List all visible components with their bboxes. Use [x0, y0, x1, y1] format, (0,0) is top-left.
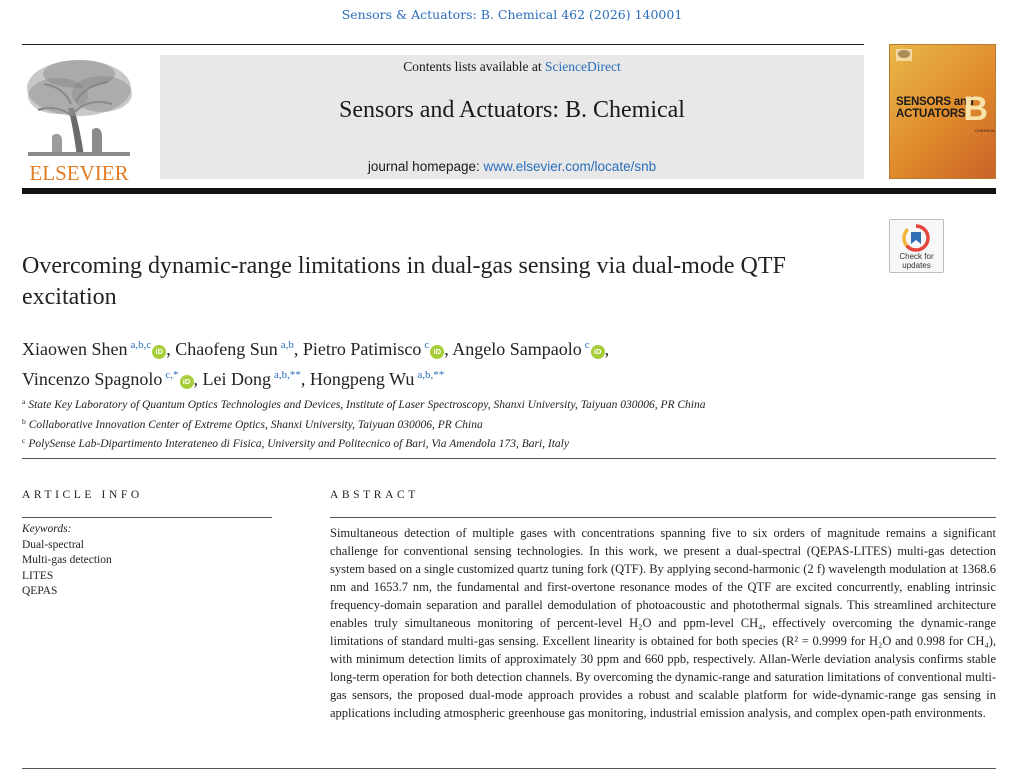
orcid-icon[interactable]: iD — [430, 345, 444, 359]
author-name[interactable]: Xiaowen Shen — [22, 339, 128, 359]
affiliation-item — [22, 394, 922, 414]
article-info-rule — [22, 517, 272, 518]
journal-header-box — [160, 55, 864, 179]
affiliation-text: PolySense Lab-Dipartimento Interateneo di Fisica, University and Politecnico of Bari, Via Amendola 173, Bari, Italy — [28, 438, 569, 450]
homepage-prefix: journal homepage: — [367, 159, 480, 174]
sciencedirect-link[interactable]: ScienceDirect — [545, 59, 621, 74]
author-affiliation-sup[interactable]: a,b,** — [274, 369, 301, 381]
affiliation-item — [22, 414, 922, 434]
affiliations-divider — [22, 458, 996, 459]
abstract-heading: ABSTRACT — [330, 489, 419, 501]
author-affiliation-sup[interactable]: a,b,c — [130, 339, 152, 351]
affiliation-list — [22, 394, 922, 453]
cover-subtitle: CHEMICAL — [975, 128, 996, 133]
cover-title — [896, 96, 974, 120]
tree-icon — [22, 56, 136, 158]
author-name[interactable]: Angelo Sampaolo — [452, 339, 582, 359]
orcid-icon[interactable]: iD — [152, 345, 166, 359]
cover-section-letter: B — [963, 90, 988, 128]
affiliation-text: Collaborative Innovation Center of Extreme Optics, Shanxi University, Taiyuan 030006, PR China — [28, 418, 483, 431]
orcid-icon[interactable]: iD — [180, 375, 194, 389]
author-name[interactable]: Lei Dong — [202, 369, 272, 389]
journal-title: Sensors and Actuators: B. Chemical — [339, 97, 685, 123]
keywords-block — [22, 522, 272, 600]
cover-title-line1: SENSORS and — [896, 96, 974, 108]
elsevier-wordmark: ELSEVIER — [29, 161, 129, 184]
article-info-heading: ARTICLE INFO — [22, 489, 143, 501]
journal-cover-thumbnail[interactable] — [889, 44, 996, 179]
author-name[interactable]: Vincenzo Spagnolo — [22, 369, 163, 389]
author-affiliation-sup[interactable]: a,b,** — [417, 369, 445, 381]
contents-prefix: Contents lists available at — [403, 59, 542, 74]
article-title: Overcoming dynamic-range limitations in dual-gas sensing via dual-mode QTF excitation — [22, 253, 786, 310]
keyword-item[interactable]: Multi-gas detection — [22, 554, 112, 566]
keywords-label: Keywords: — [22, 523, 72, 535]
author-name[interactable]: Hongpeng Wu — [309, 369, 415, 389]
affiliation-text: State Key Laboratory of Quantum Optics Technologies and Devices, Institute of Laser Spectroscopy, Shanxi University, Taiyuan 030006, PR China — [28, 399, 706, 411]
orcid-icon[interactable]: iD — [591, 345, 605, 359]
check-updates-label — [890, 252, 943, 270]
author-name[interactable]: Pietro Patimisco — [302, 339, 422, 359]
author-line-1: Xiaowen Shen $^{a,b,c}$iD , Chaofeng Sun $^{a,b}$, Pietro Patimisco $^c$iD , Angelo Sampaolo $^c$iD , — [22, 339, 610, 359]
author-name[interactable]: Chaofeng Sun — [175, 339, 278, 359]
header-bottom-rule — [22, 188, 996, 194]
page-bottom-rule — [22, 768, 996, 769]
check-updates-line1: Check for — [899, 252, 934, 261]
check-updates-line2: updates — [902, 261, 931, 270]
keyword-item[interactable]: Dual-spectral — [22, 538, 84, 551]
check-for-updates-button[interactable] — [889, 219, 944, 273]
contents-available-line — [160, 59, 864, 75]
keyword-item[interactable]: LITES — [22, 569, 54, 582]
author-affiliation-sup[interactable]: c — [584, 339, 590, 351]
author-affiliation-sup[interactable]: c — [424, 339, 430, 351]
author-list — [22, 332, 922, 392]
journal-homepage-line — [160, 159, 864, 174]
affiliation-item — [22, 433, 922, 453]
elsevier-logo[interactable] — [22, 56, 136, 184]
author-affiliation-sup[interactable]: a,b — [280, 339, 294, 351]
affiliation-key: a — [22, 397, 26, 406]
abstract-text: Simultaneous detection of multiple gases with concentrations spanning five to six orders of magnitude remains a significant challenge for conventional sensing technologies. In this work, we present a dual-spectral (QEPAS-LITES) multi-gas detection system based on a single customized quartz tuning fork (QTF). By applying second-harmonic (2 f) wavelength modulation at 1368.6 nm and 1653.7 nm, the fundamental and first-overtone resonance modes of the QTF are excited concurrently, enabling intrinsic frequency-domain separation and parallel demodulation of photoacoustic and photothermal signals. This streamlined architecture enables truly simultaneous monitoring of percent-level H₂O and ppm-level CH₄, effectively overcoming the dynamic-range limitations of standard multi-gas sensing. Excellent linearity is obtained for both species (R² = 0.9999 for H₂O and 0.998 for CH₄), with minimum detection limits of approximately 30 ppm and 660 ppb, respectively. Allan-Werle deviation analysis confirms stable long-term operation for both detection channels. By overcoming the dynamic-range and saturation limitations of conventional multi-gas sensors, the proposed dual-mode approach provides a robust and scalable platform for wide-dynamic-range gas sensing in applications including atmospheric greenhouse gas monitoring, industrial emission analysis, and complex open-path environments. — [330, 526, 996, 720]
cover-elsevier-mini-icon — [896, 49, 912, 61]
affiliation-key: b — [22, 416, 26, 426]
header-top-rule — [22, 44, 864, 45]
author-affiliation-sup[interactable]: c,* — [165, 369, 179, 381]
abstract-rule — [330, 517, 996, 518]
author-line-2: Vincenzo Spagnolo $^{c,*}$iD , Lei Dong $^{a,b,**}$, Hongpeng Wu $^{a,b,**}$ — [22, 369, 445, 389]
check-updates-icon — [902, 224, 930, 252]
keyword-item[interactable]: QEPAS — [22, 585, 58, 597]
affiliation-key: c — [22, 436, 26, 445]
journal-citation[interactable]: Sensors & Actuators: B. Chemical 462 (2026) 140001 — [341, 7, 683, 22]
journal-homepage-link[interactable]: www.elsevier.com/locate/snb — [483, 159, 657, 174]
cover-title-line2: ACTUATORS — [896, 108, 966, 120]
